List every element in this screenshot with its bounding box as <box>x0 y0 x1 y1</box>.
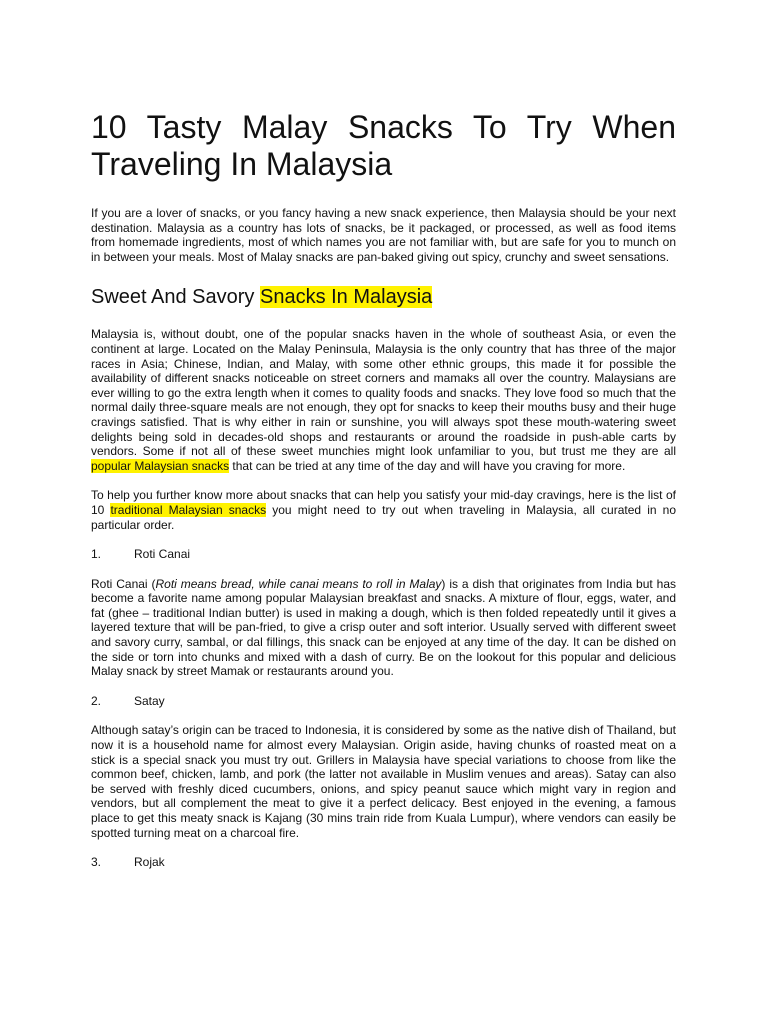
list-item-satay <box>91 694 676 709</box>
section-paragraph-2 <box>91 488 676 532</box>
highlight-popular-malaysian-snacks: popular Malaysian snacks <box>91 458 230 473</box>
list-item-rojak <box>91 855 676 870</box>
roti-canai-desc-rest: ) is a dish that originates from India but has become a favorite name among popular Malaysian breakfast and snacks. A mixture of flour, eggs, water, and fat (ghee – traditional Indian butter) is used in making a dough, which is then folded repeatedly until it gives a layered texture that will be pan-fried, to give a crisp outer and soft interior. Usually served with different sweet and savory curry, sambal, or dal fillings, this snack can be enjoyed at any time of the day. It can be dished on the side or torn into chunks and mixed with a dash of curry. Be on the lookout for this popular and delicious Malay snack by street Mamak or restaurants around you. <box>91 576 676 679</box>
section-heading <box>91 284 676 310</box>
section-heading-highlight: Snacks In Malaysia <box>259 286 433 309</box>
section-paragraph-1-tail: that can be tried at any time of the day and will have you craving for more. <box>229 458 626 473</box>
page-title <box>91 109 676 183</box>
intro-paragraph: If you are a lover of snacks, or you fancy having a new snack experience, then Malaysia should be your next destination. Malaysia as a country has lots of snacks, be it packaged, or processed, as well as food items from homemade ingredients, most of which names you are not familiar with, but are safe for you to munch on in between your meals. Most of Malay snacks are pan-baked giving out spicy, crunchy and sweet sensations. <box>91 206 676 264</box>
section-paragraph-1 <box>91 327 676 473</box>
section-paragraph-2-tail: you might need to try out when traveling in Malaysia, all curated in no particular order. <box>91 502 676 532</box>
satay-description: Although satay’s origin can be traced to Indonesia, it is considered by some as the native dish of Thailand, but now it is a household name for almost every Malaysian. Origin aside, having chunks of roasted meat on a stick is a special snack you must try out. Grillers in Malaysia have special variations to choose from like the common beef, chicken, lamb, and pork (the latter not available in Muslim venues and areas). Satay can also be served with freshly diced cucumbers, onions, and spicy peanut sauce which might vary in region and vendors, but all complement the meat to give it a perfect delicacy. Best enjoyed in the evening, a famous place to get this meaty snack is Kajang (30 mins train ride from Kuala Lumpur), where vendors can easily be spotted turning meat on a charcoal fire. <box>91 723 676 840</box>
list-item-number: 1. <box>91 547 102 562</box>
page-title-line-2: Traveling In Malaysia <box>91 146 393 182</box>
roti-canai-desc-italic: Roti means bread, while canai means to roll in Malay <box>155 576 442 591</box>
page-title-line-1: 10 Tasty Malay Snacks To Try When <box>91 109 676 145</box>
list-item-roti-canai <box>91 547 676 562</box>
list-item-label: Rojak <box>134 855 165 870</box>
list-item-label: Satay <box>134 693 165 708</box>
highlight-traditional-malaysian-snacks: traditional Malaysian snacks <box>110 502 267 517</box>
section-paragraph-1-text: Malaysia is, without doubt, one of the popular snacks haven in the whole of southeast Asia, or even the continent at large. Located on the Malay Peninsula, Malaysia is the only country that has three of the major races in Asia; Chinese, Indian, and Malay, with some other ethnic groups, this made it for possible the availability of different snacks noticeable on street corners and mamaks all over the country. Malaysians are ever willing to go the extra length when it comes to quality foods and snacks. They love food so much that the normal daily three-square meals are not enough, they opt for snacks to keep their mouths busy and their huge cravings satisfied. That is why either in rain or sunshine, you will always spot these mouth-watering sweet delights being sold in decades-old shops and restaurants or around the roadside in push-able carts by vendors. Some if not all of these sweet munchies might look unfamiliar to you, but trust me they are all <box>91 327 676 459</box>
list-item-label: Roti Canai <box>134 547 191 562</box>
roti-canai-description <box>91 577 676 679</box>
section-heading-plain: Sweet And Savory <box>91 286 260 309</box>
section-paragraph-2-text: To help you further know more about snacks that can help you satisfy your mid-day cravings, here is the list of 10 <box>91 488 676 517</box>
roti-canai-desc-start: Roti Canai ( <box>91 576 156 591</box>
list-item-number: 3. <box>91 855 102 870</box>
list-item-number: 2. <box>91 693 102 708</box>
